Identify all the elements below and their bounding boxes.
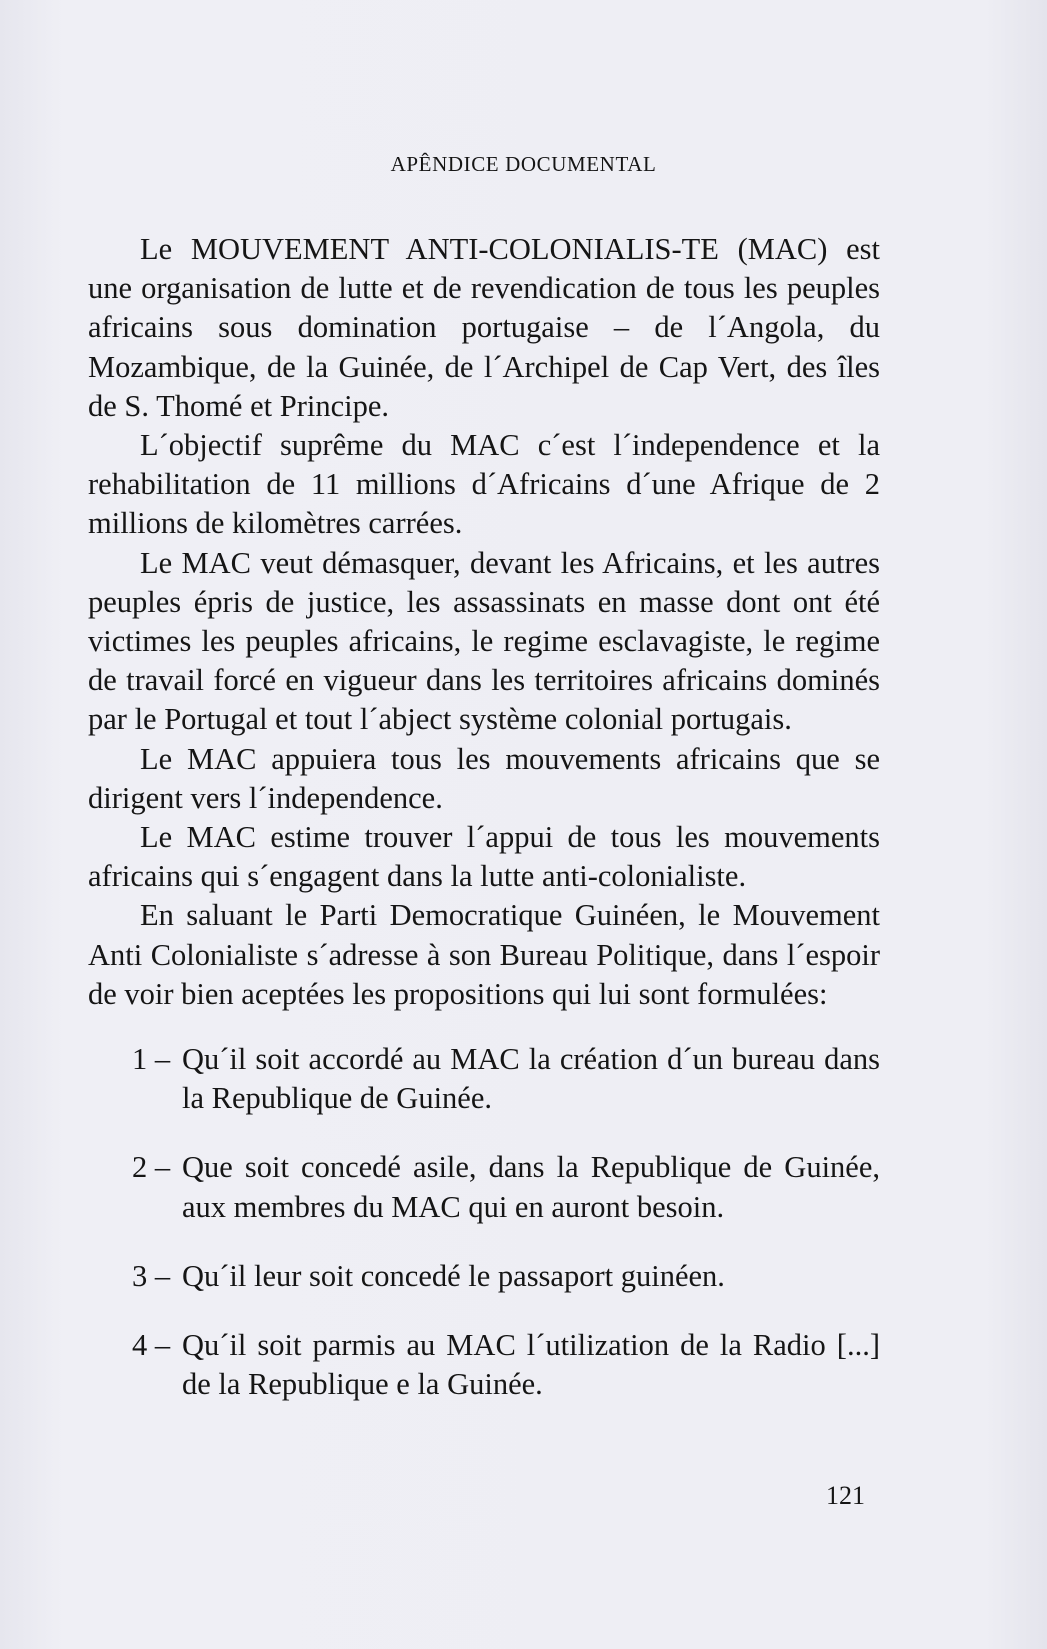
propositions-list: [88, 1040, 880, 1404]
paragraph: Le MAC estime trouver l´appui de tous les mouvements africains qui s´engagent dans la lutte anti-colonialiste.: [88, 820, 880, 894]
proposition-text: Qu´il soit parmis au MAC l´utilization de la Radio [...] de la Republique e la Guinée.: [182, 1328, 880, 1402]
proposition-number: 1 –: [132, 1042, 171, 1077]
paragraph: Le MAC veut démasquer, devant les Africains, et les autres peuples épris de justice, les assassinats en masse dont ont été victimes les peuples africains, le regime esclavagiste, le regime de travail forcé en vigueur dans les territoires africains dominés par le Portugal et tout l´abject système colonial portugais.: [88, 545, 880, 737]
running-head: APÊNDICE DOCUMENTAL: [390, 152, 657, 176]
proposition-item: [88, 1257, 880, 1296]
proposition-text: Qu´il soit accordé au MAC la création d´un bureau dans la Republique de Guinée.: [182, 1042, 880, 1116]
paragraph: Le MOUVEMENT ANTI-COLONIALIS-TE (MAC) est une organisation de lutte et de revendication de tous les peuples africains sous domination portugaise – de l´Angola, du Mozambique, de la Guinée, de l´Archipel de Cap Vert, des îles de S. Thomé et Principe.: [88, 232, 880, 423]
paragraph: En saluant le Parti Democratique Guinéen, le Mouvement Anti Colonialiste s´adresse à son Bureau Politique, dans l´espoir de voir bien aceptées les propositions qui lui sont formulées:: [88, 898, 880, 1011]
page-number: 121: [826, 1481, 865, 1510]
paragraph: L´objectif suprême du MAC c´est l´independence et la rehabilitation de 11 millions d´Africains d´une Afrique de 2 millions de kilomètres carrées.: [88, 428, 880, 541]
proposition-number: 3 –: [132, 1258, 171, 1293]
proposition-text: Que soit concedé asile, dans la Republique de Guinée, aux membres du MAC qui en auront besoin.: [182, 1150, 880, 1224]
proposition-text: Qu´il leur soit concedé le passaport guinéen.: [182, 1258, 725, 1293]
proposition-item: [88, 1326, 880, 1404]
document-body: [88, 230, 880, 1434]
proposition-number: 2 –: [132, 1150, 171, 1185]
proposition-item: [88, 1148, 880, 1226]
proposition-item: [88, 1040, 880, 1118]
proposition-number: 4 –: [132, 1328, 171, 1363]
paragraph: Le MAC appuiera tous les mouvements africains que se dirigent vers l´independence.: [88, 741, 880, 815]
